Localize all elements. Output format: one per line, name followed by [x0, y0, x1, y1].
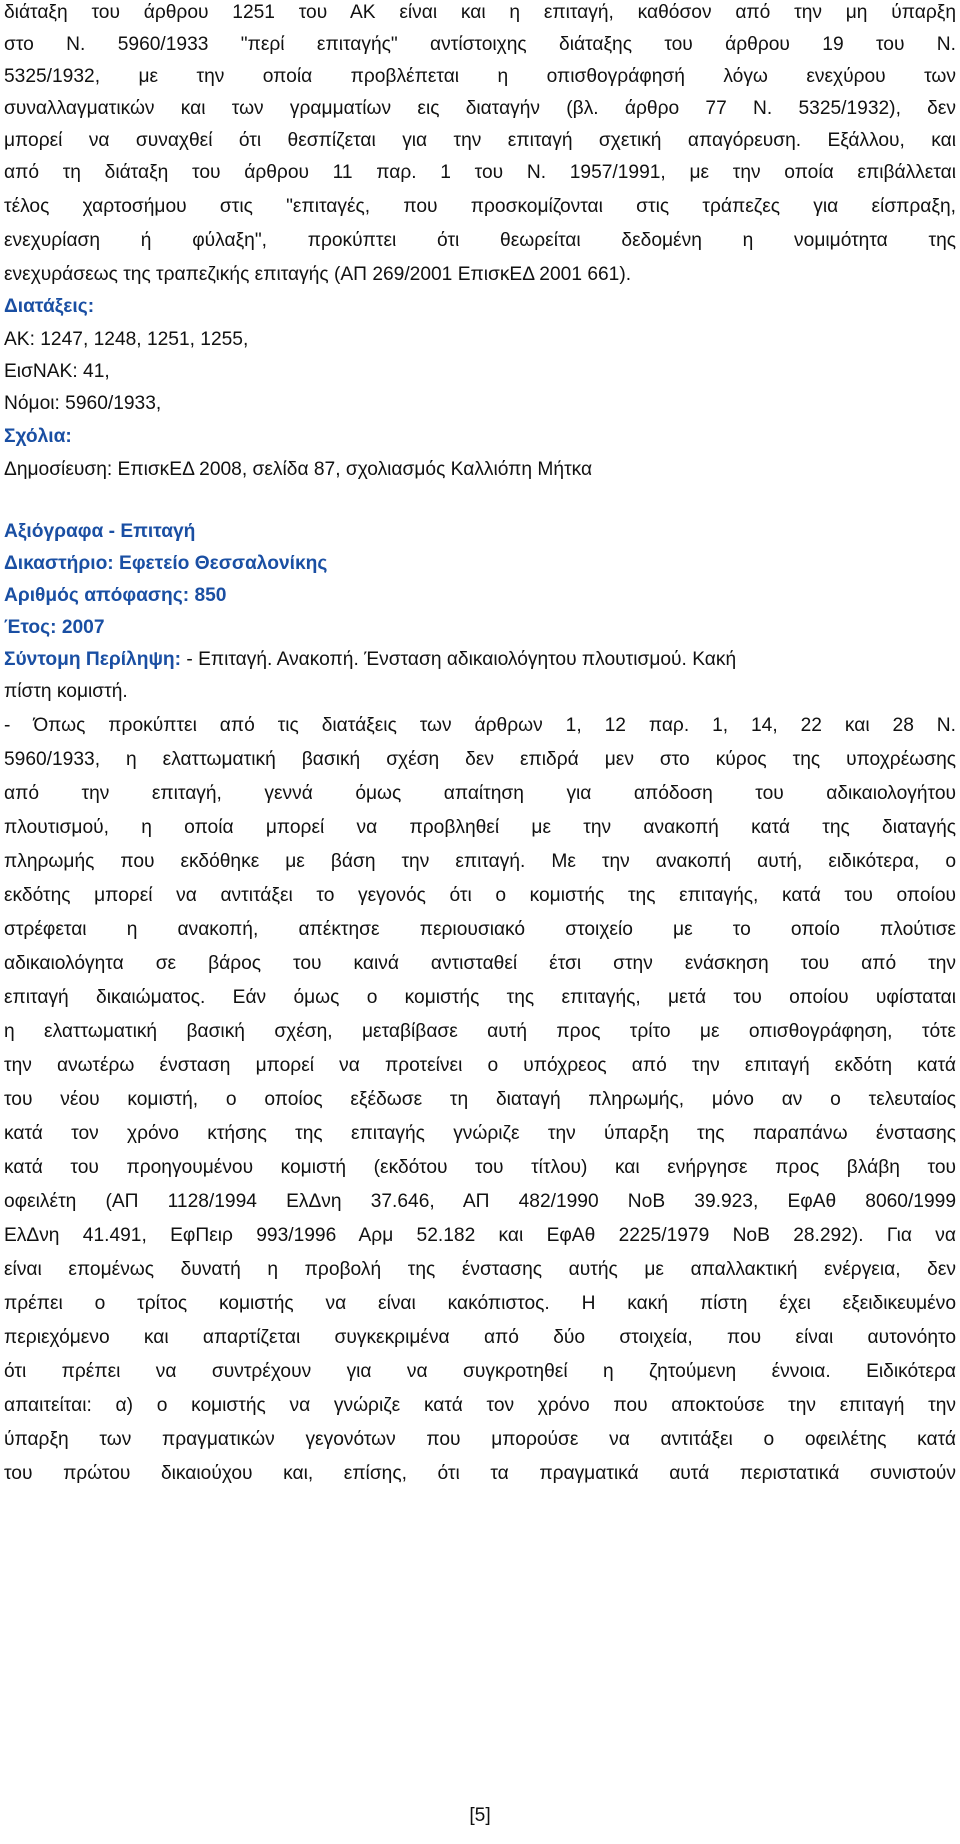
- text-line: ότι πρέπει να συντρέχουν για να συγκροτηθεί η ζητούμενη έννοια. Ειδικότερα: [4, 1361, 956, 1382]
- text-line: ΕλΔνη 41.491, ΕφΠειρ 993/1996 Αρμ 52.182 και ΕφΑθ 2225/1979 ΝοΒ 28.292). Για να: [4, 1225, 956, 1246]
- provision-item: ΑΚ: 1247, 1248, 1251, 1255,: [4, 329, 249, 350]
- text-line: οφειλέτη (ΑΠ 1128/1994 ΕλΔνη 37.646, ΑΠ 482/1990 ΝοΒ 39.923, ΕφΑθ 8060/1999: [4, 1191, 956, 1212]
- provision-item: ΕισΝΑΚ: 41,: [4, 361, 110, 382]
- text-line: από την επιταγή, γεννά όμως απαίτηση για απόδοση του αδικαιολογήτου: [4, 783, 956, 804]
- text-line: διάταξη του άρθρου 1251 του ΑΚ είναι και η επιταγή, καθόσον από την μη ύπαρξη: [4, 2, 956, 23]
- provisions-heading: Διατάξεις:: [4, 296, 95, 317]
- text-line: ενεχυράσεως της τραπεζικής επιταγής (ΑΠ 269/2001 ΕπισκΕΔ 2001 661).: [4, 264, 632, 285]
- case-year: Έτος: 2007: [4, 617, 105, 638]
- text-line: πρέπει ο τρίτος κομιστής να είναι κακόπιστος. Η κακή πίστη έχει εξειδικευμένο: [4, 1293, 956, 1314]
- text-line: πλουτισμού, η οποία μπορεί να προβληθεί με την ανακοπή κατά της διαταγής: [4, 817, 956, 838]
- text-line: κατά τον χρόνο κτήσης της επιταγής γνώριζε την ύπαρξη της παραπάνω ένστασης: [4, 1123, 956, 1144]
- summary-text: - Επιταγή. Ανακοπή. Ένσταση αδικαιολόγητου πλουτισμού. Κακή: [181, 649, 737, 670]
- text-line: πληρωμής που εκδόθηκε με βάση την επιταγή. Με την ανακοπή αυτή, ειδικότερα, ο: [4, 851, 956, 872]
- provision-item: Νόμοι: 5960/1933,: [4, 393, 162, 414]
- comments-heading: Σχόλια:: [4, 426, 72, 447]
- text-line: η ελαττωματική βασική σχέση, μεταβίβασε αυτή προς τρίτο με οπισθογράφηση, τότε: [4, 1021, 956, 1042]
- comments-text: Δημοσίευση: ΕπισκΕΔ 2008, σελίδα 87, σχολιασμός Καλλιόπη Μήτκα: [4, 459, 593, 480]
- text-line: του πρώτου δικαιούχου και, επίσης, ότι τα πραγματικά αυτά περιστατικά συνιστούν: [4, 1463, 956, 1484]
- text-line: - Όπως προκύπτει από τις διατάξεις των άρθρων 1, 12 παρ. 1, 14, 22 και 28 Ν.: [4, 715, 956, 736]
- case-court: Δικαστήριο: Εφετείο Θεσσαλονίκης: [4, 553, 328, 574]
- text-line: τέλος χαρτοσήμου στις "επιταγές, που προσκομίζονται στις τράπεζες για είσπραξη,: [4, 196, 956, 217]
- text-line: ενεχυρίαση ή φύλαξη", προκύπτει ότι θεωρείται δεδομένη η νομιμότητα της: [4, 230, 956, 251]
- text-line: την ανωτέρω ένσταση μπορεί να προτείνει ο υπόχρεος από την επιταγή εκδότη κατά: [4, 1055, 956, 1076]
- text-line: περιεχόμενο και απαρτίζεται συγκεκριμένα από δύο στοιχεία, που είναι αυτονόητο: [4, 1327, 956, 1348]
- text-line: ύπαρξη των πραγματικών γεγονότων που μπορούσε να αντιτάξει ο οφειλέτης κατά: [4, 1429, 956, 1450]
- text-line: κατά του προηγουμένου κομιστή (εκδότου του τίτλου) και ενήργησε προς βλάβη του: [4, 1157, 956, 1178]
- text-line: μπορεί να συναχθεί ότι θεσπίζεται για την επιταγή σχετική απαγόρευση. Εξάλλου, και: [4, 130, 956, 151]
- text-line: στο Ν. 5960/1933 "περί επιταγής" αντίστοιχης διάταξης του άρθρου 19 του Ν.: [4, 34, 956, 55]
- case-decision-number: Αριθμός απόφασης: 850: [4, 585, 227, 606]
- text-line: 5325/1932, με την οποία προβλέπεται η οπισθογράφησή λόγω ενεχύρου των: [4, 66, 956, 87]
- page-number: [5]: [469, 1805, 491, 1826]
- text-line: απαιτείται: α) ο κομιστής να γνώριζε κατά τον χρόνο που αποκτούσε την επιταγή την: [4, 1395, 956, 1416]
- text-line: 5960/1933, η ελαττωματική βασική σχέση δεν επιδρά μεν στο κύρος της υποχρέωσης: [4, 749, 956, 770]
- text-line: συναλλαγματικών και των γραμματίων εις διαταγήν (βλ. άρθρο 77 Ν. 5325/1932), δεν: [4, 98, 956, 119]
- text-line: του νέου κομιστή, ο οποίος εξέδωσε τη διαταγή πληρωμής, μόνο αν ο τελευταίος: [4, 1089, 956, 1110]
- summary-label: Σύντομη Περίληψη:: [4, 649, 182, 670]
- text-line: αδικαιολόγητα σε βάρος του καινά αντισταθεί έτσι στην ενάσκηση του από την: [4, 953, 956, 974]
- text-line: επιταγή δικαιώματος. Εάν όμως ο κομιστής της επιταγής, μετά του οποίου υφίσταται: [4, 987, 956, 1008]
- case-summary: [4, 649, 736, 671]
- case-title: Αξιόγραφα - Επιταγή: [4, 521, 196, 542]
- text-line: από τη διάταξη του άρθρου 11 παρ. 1 του Ν. 1957/1991, με την οποία επιβάλλεται: [4, 162, 956, 183]
- text-line: είναι επομένως δυνατή η προβολή της ένστασης αυτής με απαλλακτική ενέργεια, δεν: [4, 1259, 956, 1280]
- text-line: εκδότης μπορεί να αντιτάξει το γεγονός ότι ο κομιστής της επιταγής, κατά του οποίου: [4, 885, 956, 906]
- summary-text-continued: πίστη κομιστή.: [4, 681, 128, 702]
- text-line: στρέφεται η ανακοπή, απέκτησε περιουσιακό στοιχείο με το οποίο πλούτισε: [4, 919, 956, 940]
